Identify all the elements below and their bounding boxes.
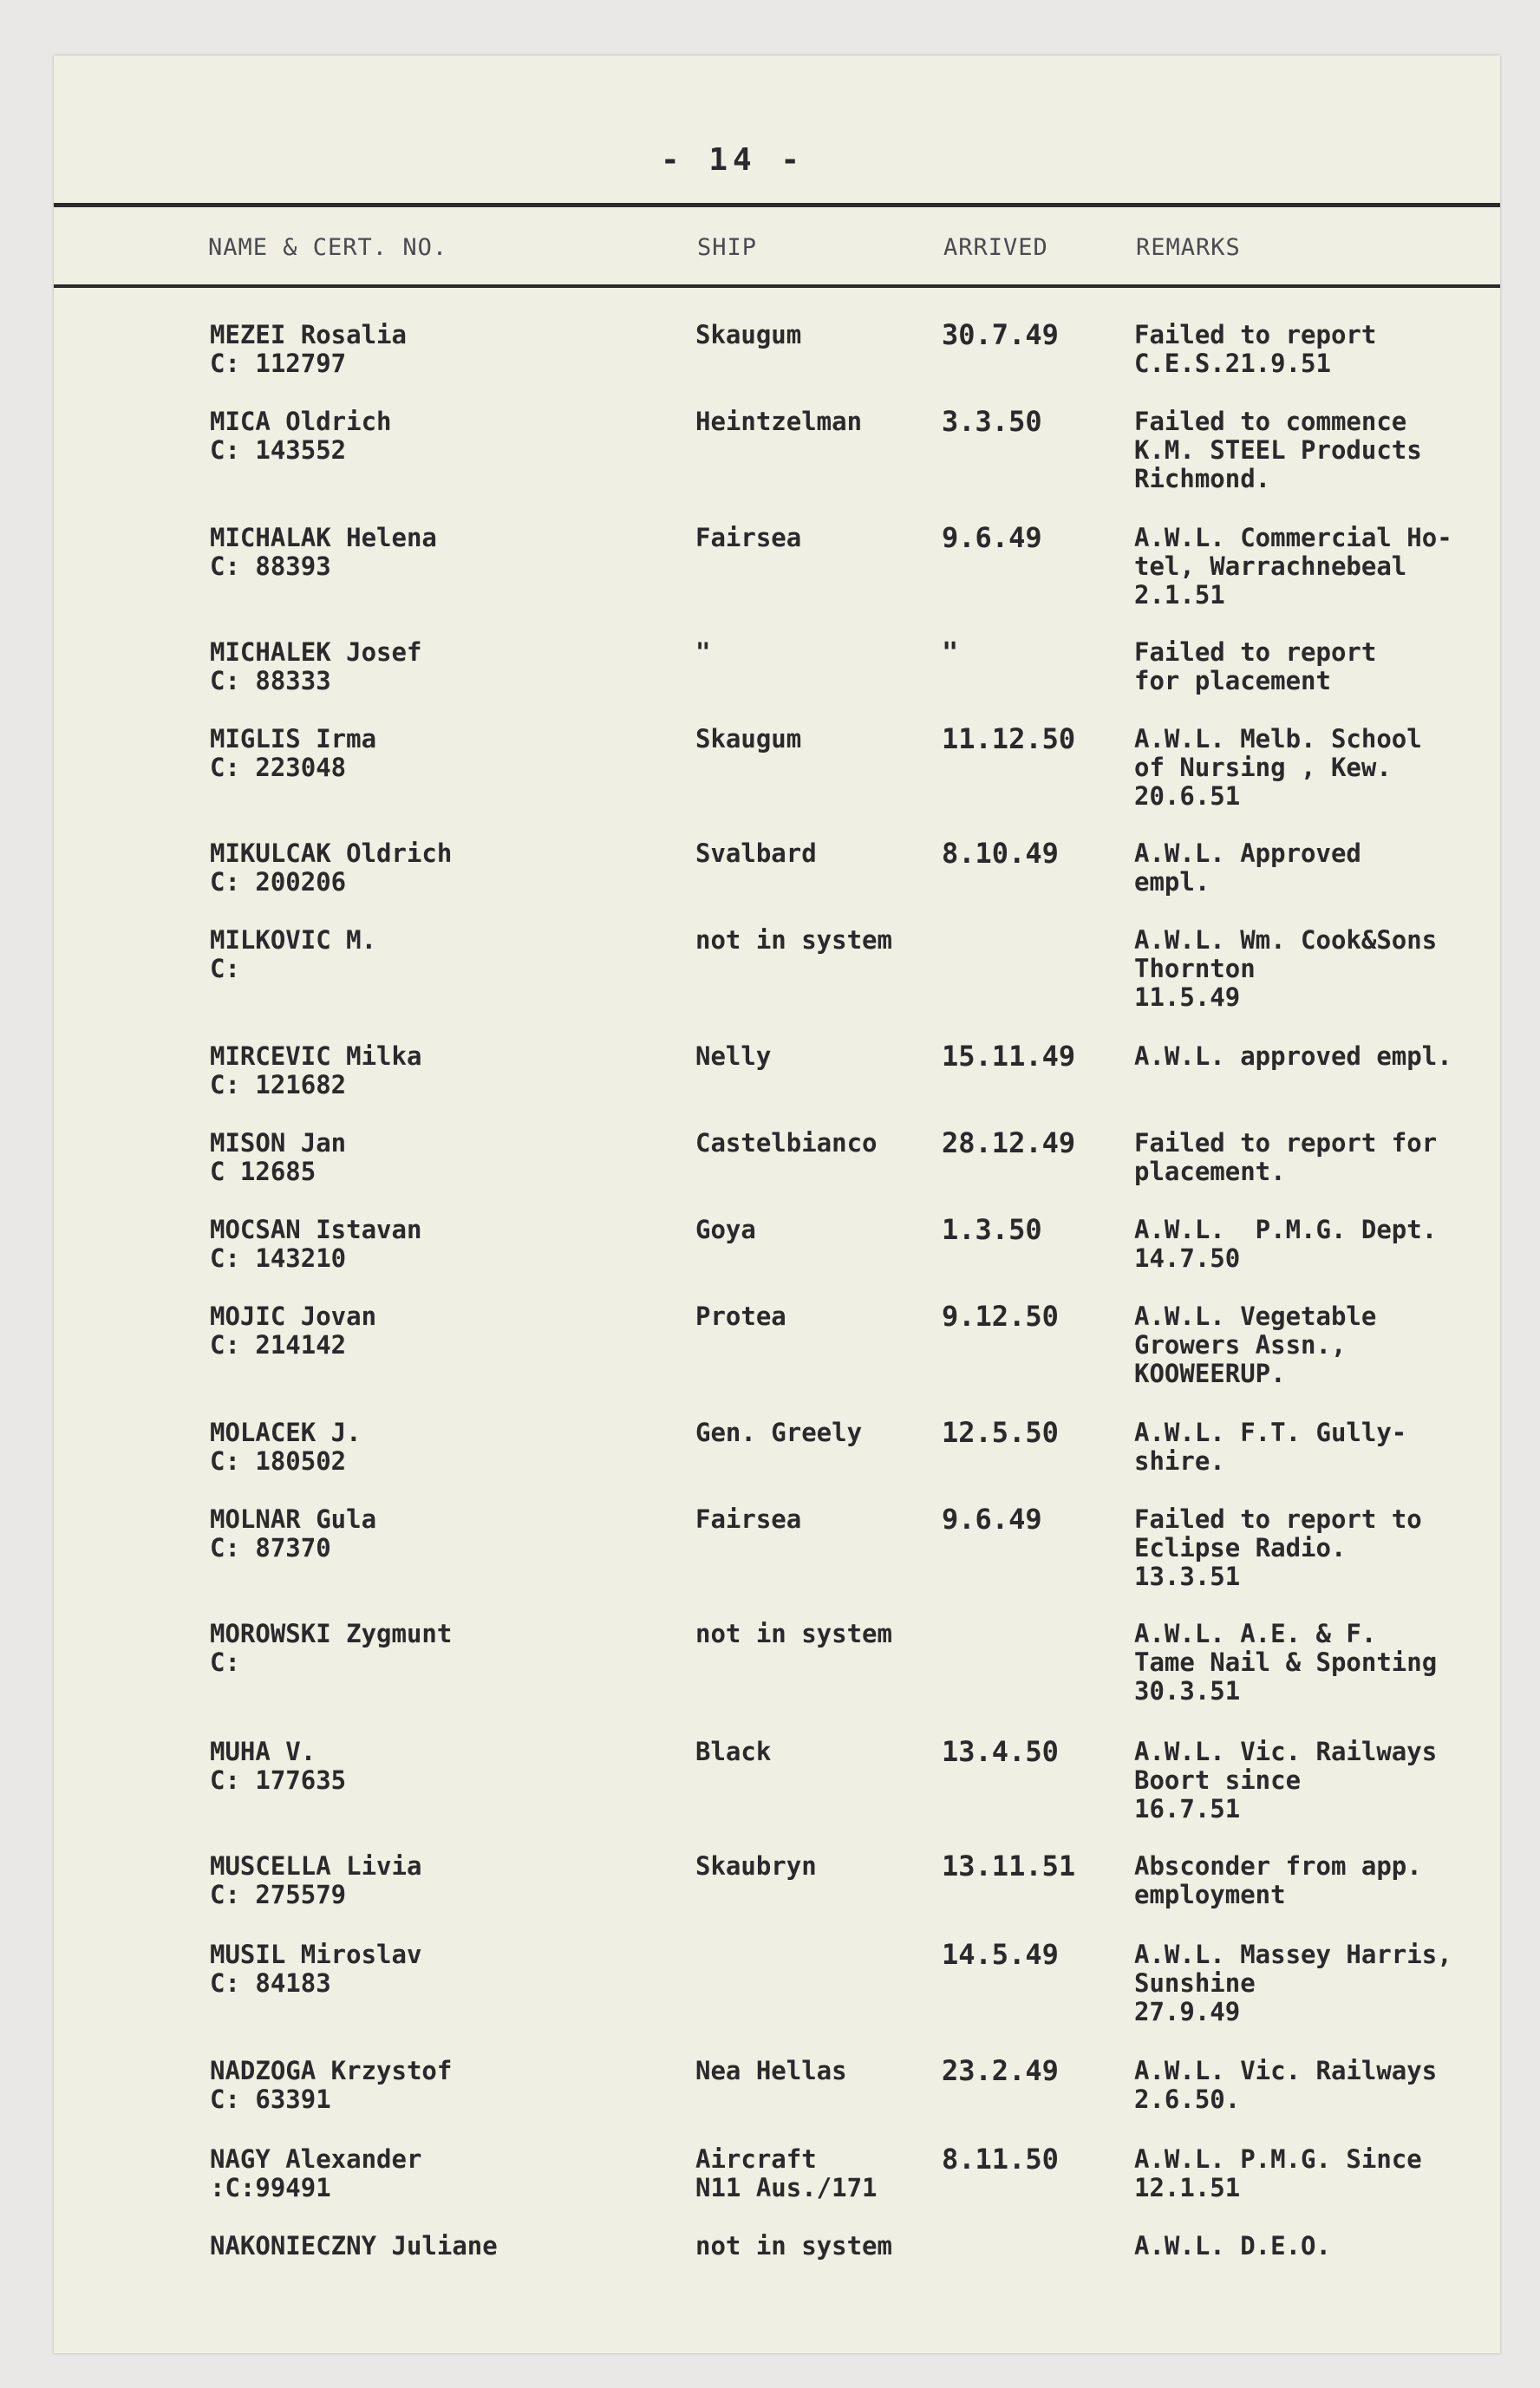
entry-ship: Nelly — [695, 1041, 772, 1071]
remarks-line: A.W.L. Massey Harris, — [1134, 1940, 1452, 1969]
entry-cert: C: 87370 — [210, 1533, 331, 1563]
entry-ship: Black — [695, 1737, 772, 1766]
entry-name: MIGLIS Irma — [210, 724, 377, 754]
remarks-line: A.W.L. Vegetable — [1134, 1302, 1377, 1331]
remarks-line: empl. — [1134, 867, 1210, 897]
entry-name-cert — [210, 524, 695, 581]
remarks-line: A.W.L. P.M.G. Since — [1134, 2144, 1422, 2174]
entry-ship: Goya — [695, 1215, 756, 1244]
entry-name-cert — [210, 1620, 695, 1677]
remarks-line: 20.6.51 — [1134, 781, 1241, 811]
entry-name-cert — [210, 408, 695, 465]
entry-ship: Fairsea — [695, 523, 802, 552]
entry-name: MICHALEK Josef — [210, 637, 422, 667]
entry-ship: not in system — [695, 925, 892, 955]
remarks-line: 2.1.51 — [1134, 580, 1225, 610]
entry-cert: :C:99491 — [210, 2173, 331, 2202]
entry-ship: not in system — [695, 2231, 892, 2261]
entry-remarks — [1134, 2232, 1507, 2261]
remarks-line: A.W.L. Wm. Cook&Sons — [1134, 925, 1438, 955]
entry-name: NADZOGA Krzystof — [210, 2056, 453, 2085]
entry-cert: C: 177635 — [210, 1765, 347, 1795]
entry-name: NAKONIECZNY Juliane — [210, 2231, 498, 2261]
entry-cert: C: 180502 — [210, 1446, 347, 1476]
entry-remarks — [1134, 1419, 1507, 1476]
entry-name-cert — [210, 1852, 695, 1909]
entry-name-cert — [210, 2145, 695, 2202]
entry-remarks — [1134, 1216, 1507, 1273]
entry-remarks — [1134, 321, 1507, 378]
document-page — [54, 55, 1500, 2353]
entry-cert: C: 63391 — [210, 2085, 331, 2114]
entry-remarks — [1134, 1505, 1507, 1591]
entry-ship: Protea — [695, 1302, 786, 1331]
entry-name-cert — [210, 1419, 695, 1476]
remarks-line: A.W.L. P.M.G. Dept. — [1134, 1215, 1438, 1244]
entry-arrived: 15.11.49 — [942, 1040, 1076, 1073]
page-number: - 14 - — [661, 142, 806, 178]
entry-remarks — [1134, 1302, 1507, 1388]
remarks-line: 14.7.50 — [1134, 1243, 1241, 1273]
header-arrived: ARRIVED — [943, 234, 1048, 261]
entry-remarks — [1134, 2145, 1507, 2202]
entry-ship: not in system — [695, 1619, 892, 1648]
entry-name: MOROWSKI Zygmunt — [210, 1619, 453, 1648]
entry-cert: C: 275579 — [210, 1880, 347, 1909]
remarks-line: for placement — [1134, 666, 1331, 695]
entry-name-cert — [210, 1738, 695, 1795]
entry-ship: Gen. Greely — [695, 1418, 863, 1447]
entry-remarks — [1134, 926, 1507, 1012]
entry-ship: Castelbianco — [695, 1128, 878, 1158]
remarks-line: Eclipse Radio. — [1134, 1533, 1347, 1563]
entry-name: MUSIL Miroslav — [210, 1940, 422, 1969]
entry-cert: C: 200206 — [210, 867, 347, 897]
remarks-line: Boort since — [1134, 1765, 1302, 1795]
entry-arrived: 9.6.49 — [942, 521, 1042, 554]
entry-name-cert — [210, 321, 695, 378]
header-remarks: REMARKS — [1136, 234, 1241, 261]
entry-arrived: 3.3.50 — [942, 405, 1042, 438]
remarks-line: A.W.L. Vic. Railways — [1134, 1737, 1438, 1766]
remarks-line: 11.5.49 — [1134, 982, 1241, 1012]
entry-ship: Svalbard — [695, 838, 817, 868]
entry-arrived: 8.10.49 — [942, 837, 1059, 870]
entry-arrived: 14.5.49 — [942, 1938, 1059, 1971]
entry-remarks — [1134, 1042, 1507, 1071]
entry-arrived: 8.11.50 — [942, 2143, 1059, 2176]
header-ship: SHIP — [697, 234, 758, 261]
entry-remarks — [1134, 1941, 1507, 2026]
entry-name: MIRCEVIC Milka — [210, 1041, 422, 1071]
entry-name-cert — [210, 1216, 695, 1273]
entry-remarks — [1134, 725, 1507, 811]
entry-cert: C: 121682 — [210, 1070, 347, 1099]
remarks-line: employment — [1134, 1880, 1286, 1909]
entry-name-cert — [210, 1042, 695, 1099]
entry-remarks — [1134, 1738, 1507, 1824]
entry-arrived: 30.7.49 — [942, 318, 1059, 351]
remarks-line: 16.7.51 — [1134, 1794, 1241, 1824]
entry-name-cert — [210, 638, 695, 695]
entry-name-cert — [210, 926, 695, 983]
remarks-line: A.W.L. A.E. & F. — [1134, 1619, 1377, 1648]
entry-ship: Heintzelman — [695, 407, 863, 436]
remarks-line: Sunshine — [1134, 1968, 1256, 1998]
remarks-line: KOOWEERUP. — [1134, 1359, 1286, 1388]
entry-name-cert — [210, 1129, 695, 1186]
entry-cert: C: 143552 — [210, 435, 347, 465]
entry-remarks — [1134, 524, 1507, 610]
entry-name-cert — [210, 1505, 695, 1563]
remarks-line: A.W.L. Approved — [1134, 838, 1361, 868]
entry-cert: C: — [210, 1647, 240, 1677]
entry-cert: C: — [210, 954, 240, 983]
entry-name-cert — [210, 839, 695, 897]
remarks-line: tel, Warrachnebeal — [1134, 551, 1407, 581]
entry-cert: C: 223048 — [210, 753, 347, 782]
entry-name: MIKULCAK Oldrich — [210, 838, 453, 868]
entry-remarks — [1134, 839, 1507, 897]
entry-arrived: 12.5.50 — [942, 1416, 1059, 1449]
remarks-line: 2.6.50. — [1134, 2085, 1241, 2114]
entry-remarks — [1134, 1620, 1507, 1706]
entry-cert: C: 143210 — [210, 1243, 347, 1273]
remarks-line: 12.1.51 — [1134, 2173, 1241, 2202]
entry-name: MOCSAN Istavan — [210, 1215, 422, 1244]
remarks-line: A.W.L. Melb. School — [1134, 724, 1422, 754]
entry-cert: C: 88393 — [210, 551, 331, 581]
entry-arrived: 13.4.50 — [942, 1735, 1059, 1768]
entry-name-cert — [210, 725, 695, 782]
entry-cert: C: 84183 — [210, 1968, 331, 1998]
entry-arrived: 28.12.49 — [942, 1126, 1076, 1159]
entry-arrived: 9.12.50 — [942, 1300, 1059, 1333]
remarks-line: A.W.L. Vic. Railways — [1134, 2056, 1438, 2085]
entry-name-cert — [210, 2232, 695, 2261]
entry-name: MOLACEK J. — [210, 1418, 362, 1447]
entry-remarks — [1134, 638, 1507, 695]
entry-ship: Skaubryn — [695, 1851, 817, 1881]
entry-remarks — [1134, 408, 1507, 493]
header-name: NAME & CERT. NO. — [208, 234, 448, 261]
entry-name: MILKOVIC M. — [210, 925, 377, 955]
entry-name: MEZEI Rosalia — [210, 320, 407, 349]
entry-cert: C 12685 — [210, 1157, 316, 1186]
entry-remarks — [1134, 1852, 1507, 1909]
entry-arrived: 11.12.50 — [942, 722, 1076, 755]
remarks-line: K.M. STEEL Products — [1134, 435, 1422, 465]
remarks-line: Absconder from app. — [1134, 1851, 1422, 1881]
entry-remarks — [1134, 1129, 1507, 1186]
remarks-line: Tame Nail & Sponting — [1134, 1647, 1438, 1677]
entry-ship: Skaugum — [695, 724, 802, 754]
entry-name-cert — [210, 1941, 695, 1998]
entry-cert: C: 214142 — [210, 1330, 347, 1360]
entry-ship: Aircraft N11 Aus./171 — [695, 2144, 878, 2202]
entry-ship: Fairsea — [695, 1504, 802, 1534]
remarks-line: A.W.L. D.E.O. — [1134, 2231, 1331, 2261]
entry-name: MOJIC Jovan — [210, 1302, 377, 1331]
remarks-line: Failed to commence — [1134, 407, 1407, 436]
entry-arrived: 13.11.51 — [942, 1850, 1076, 1882]
remarks-line: 27.9.49 — [1134, 1997, 1241, 2026]
entry-name: MUHA V. — [210, 1737, 316, 1766]
remarks-line: Failed to report for — [1134, 1128, 1438, 1158]
entry-name: MUSCELLA Livia — [210, 1851, 422, 1881]
entry-cert: C: 112797 — [210, 349, 347, 378]
header-bottom-rule — [54, 284, 1500, 288]
entry-ship: " — [695, 637, 711, 667]
remarks-line: placement. — [1134, 1157, 1286, 1186]
remarks-line: Failed to report to — [1134, 1504, 1422, 1534]
entry-remarks — [1134, 2057, 1507, 2114]
entry-name: NAGY Alexander — [210, 2144, 422, 2174]
entry-ship: Skaugum — [695, 320, 802, 349]
entry-name: MICHALAK Helena — [210, 523, 437, 552]
entry-arrived: " — [942, 636, 959, 669]
remarks-line: 30.3.51 — [1134, 1676, 1241, 1706]
remarks-line: 13.3.51 — [1134, 1562, 1241, 1591]
remarks-line: of Nursing , Kew. — [1134, 753, 1392, 782]
remarks-line: A.W.L. Commercial Ho- — [1134, 523, 1452, 552]
entry-name: MISON Jan — [210, 1128, 347, 1158]
entry-name: MICA Oldrich — [210, 407, 392, 436]
remarks-line: Failed to report — [1134, 320, 1377, 349]
entry-arrived: 1.3.50 — [942, 1213, 1042, 1246]
entry-arrived: 9.6.49 — [942, 1503, 1042, 1536]
remarks-line: C.E.S.21.9.51 — [1134, 349, 1331, 378]
remarks-line: Growers Assn., — [1134, 1330, 1347, 1360]
entry-cert: C: 88333 — [210, 666, 331, 695]
remarks-line: shire. — [1134, 1446, 1225, 1476]
entry-name-cert — [210, 1302, 695, 1360]
remarks-line: Failed to report — [1134, 637, 1377, 667]
remarks-line: Richmond. — [1134, 464, 1271, 493]
entry-ship: Nea Hellas — [695, 2056, 847, 2085]
entry-name: MOLNAR Gula — [210, 1504, 377, 1534]
entry-arrived: 23.2.49 — [942, 2054, 1059, 2087]
entry-name-cert — [210, 2057, 695, 2114]
remarks-line: A.W.L. F.T. Gully- — [1134, 1418, 1407, 1447]
remarks-line: Thornton — [1134, 954, 1256, 983]
remarks-line: A.W.L. approved empl. — [1134, 1041, 1452, 1071]
header-top-rule — [54, 203, 1500, 207]
